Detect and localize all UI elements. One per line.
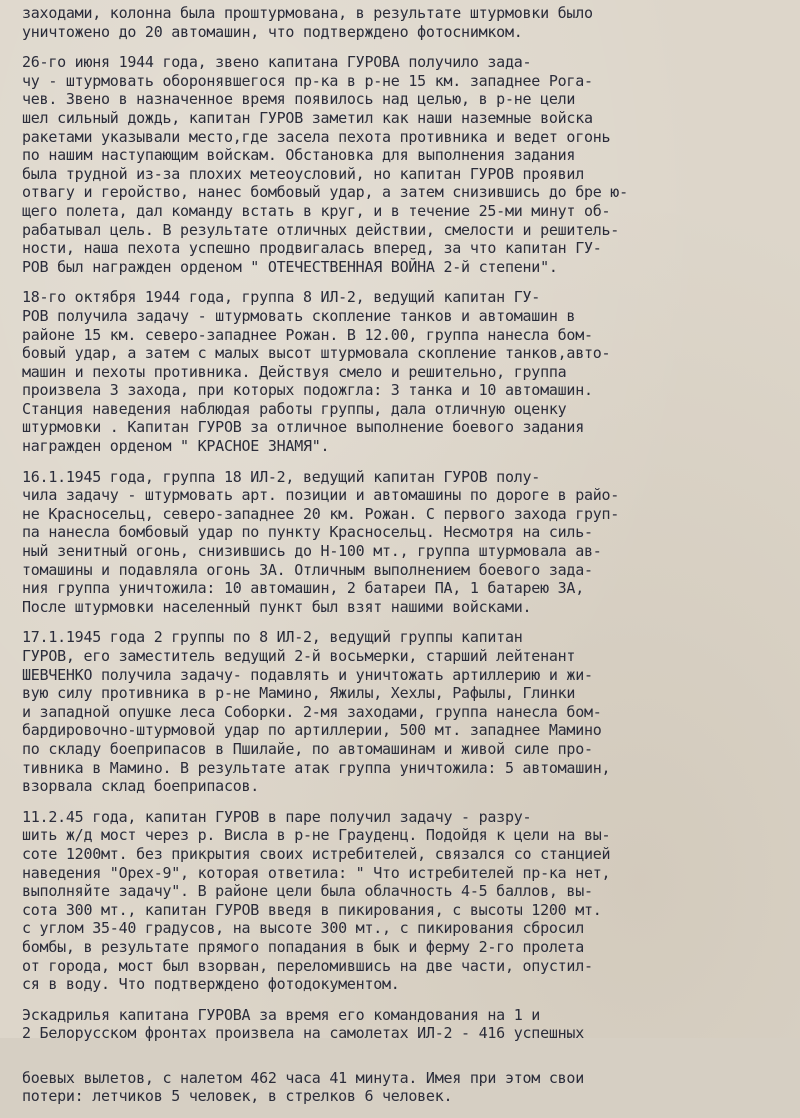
text-line: машин и пехоты противника. Действуя смело и решительно, группа [22, 362, 567, 381]
text-line: бовый удар, а затем с малых высот штурмовала скопление танков,авто- [22, 344, 611, 363]
text-line: щего полета, дал команду встать в круг, и в течение 25-ми минут об- [22, 201, 611, 220]
text-line: не Красносельц, северо-западнее 20 км. Рожан. С первого захода груп- [22, 504, 620, 523]
text-line: ГУРОВ, его заместитель ведущий 2-й восьмерки, старший лейтенант [22, 647, 576, 665]
text-line: па нанесла бомбовый удар по пункту Красносельц. Несмотря на силь- [22, 523, 593, 542]
paragraph-june-1944 [22, 53, 792, 276]
text-line: была трудной из-за плохих метеоусловий, но капитан ГУРОВ проявил [22, 164, 584, 183]
text-line: шел сильный дождь, капитан ГУРОВ заметил как наши наземные войска [22, 108, 593, 127]
text-line: вую силу противника в р-не Мамино, Яжилы, Хехлы, Рафылы, Глинки [22, 684, 576, 703]
text-line: 11.2.45 года, капитан ГУРОВ в паре получил задачу - разру- [22, 807, 532, 826]
text-line: РОВ был награжден орденом " ОТЕЧЕСТВЕННАЯ ВОЙНА 2-й степени". [22, 257, 558, 276]
text-line: по нашим наступающим войскам. Обстановка для выполнения задания [22, 146, 576, 165]
text-line: потери: летчиков 5 человек, в стрелков 6 человек. [22, 1087, 453, 1106]
text-line: 18-го октября 1944 года, группа 8 ИЛ-2, ведущий капитан ГУ- [22, 288, 541, 307]
paragraph-october-1944 [22, 288, 792, 455]
text-line: ШЕВЧЕНКО получила задачу- подавлять и уничтожать артиллерию и жи- [22, 665, 593, 684]
text-line: ракетами указывали место,где засела пехота противника и ведет огонь [22, 127, 611, 146]
text-line: чила задачу - штурмовать арт. позиции и автомашины по дороге в райо- [22, 486, 620, 505]
text-line: тивника в Мамино. В результате атак группа уничтожила: 5 автомашин, [22, 758, 611, 777]
text-line: соте 1200мт. без прикрытия своих истребителей, связался со станцией [22, 844, 611, 863]
text-line: бардировочно-штурмовой удар по артиллерии, 500 мт. западнее Мамино [22, 721, 602, 740]
text-line: выполняйте задачу". В районе цели была облачность 4-5 баллов, вы- [22, 882, 593, 901]
text-line: Станция наведения наблюдая работы группы, дала отличную оценку [22, 399, 567, 418]
text-line: сота 300 мт., капитан ГУРОВ введя в пикирования, с высоты 1200 мт. [22, 900, 602, 919]
text-line: 17.1.1945 года 2 группы по 8 ИЛ-2, ведущий группы капитан [22, 628, 523, 647]
text-line: произвела 3 захода, при которых подожгла: 3 танка и 10 автомашин. [22, 381, 593, 400]
text-line: уничтожено до 20 автомашин, что подтверждено фотоснимком. [22, 22, 523, 41]
text-line: РОВ получила задачу - штурмовать скопление танков и автомашин в [22, 306, 576, 325]
text-line: ния группа уничтожила: 10 автомашин, 2 батареи ПА, 1 батарею ЗА, [22, 579, 584, 598]
text-line: взорвала склад боеприпасов. [22, 777, 260, 796]
text-line: После штурмовки населенный пункт был взят нашими войсками. [22, 597, 532, 616]
text-line: 2 Белорусском фронтах произвела на самолетах ИЛ-2 - 416 успешных [22, 1024, 584, 1043]
text-line: боевых вылетов, с налетом 462 часа 41 минута. Имея при этом свои [22, 1068, 584, 1087]
paragraph-squadron-summary [22, 1006, 792, 1043]
paragraph-jan-17-1945 [22, 628, 792, 795]
text-line: и западной опушке леса Соборки. 2-мя заходами, группа нанесла бом- [22, 702, 602, 721]
text-line: бомбы, в результате прямого попадания в бык и ферму 2-го пролета [22, 937, 584, 956]
paragraph-intro-continuation [22, 4, 792, 41]
paragraph-feb-11-1945 [22, 808, 792, 994]
text-line: отвагу и геройство, нанес бомбовый удар, а затем снизившись до бре ю- [22, 183, 628, 202]
text-line: ся в воду. Что подтверждено фотодокументом. [22, 975, 400, 994]
document-body [22, 4, 792, 1118]
text-line: шить ж/д мост через р. Висла в р-не Грауденц. Подойдя к цели на вы- [22, 826, 611, 845]
text-line: штурмовки . Капитан ГУРОВ за отличное выполнение боевого задания [22, 418, 584, 437]
text-line: награжден орденом " КРАСНОЕ ЗНАМЯ". [22, 437, 330, 456]
text-line: 16.1.1945 года, группа 18 ИЛ-2, ведущий капитан ГУРОВ полу- [22, 467, 541, 486]
text-line: заходами, колонна была проштурмована, в результате штурмовки было [22, 4, 593, 22]
text-line: Эскадрилья капитана ГУРОВА за время его командования на 1 и [22, 1005, 541, 1024]
text-line: ности, наша пехота успешно продвигалась вперед, за что капитан ГУ- [22, 239, 602, 258]
text-line: 26-го июня 1944 года, звено капитана ГУРОВА получило зада- [22, 53, 532, 72]
paragraph-sorties-losses [22, 1069, 792, 1106]
text-line: по складу боеприпасов в Пшилайе, по автомашинам и живой силе про- [22, 739, 593, 758]
text-line: с углом 35-40 градусов, на высоте 300 мт., с пикирования сбросил [22, 919, 584, 938]
text-line: районе 15 км. северо-западнее Рожан. В 12.00, группа нанесла бом- [22, 325, 593, 344]
text-line: ный зенитный огонь, снизившись до Н-100 мт., группа штурмовала ав- [22, 542, 602, 561]
text-line: наведения "Орех-9", которая ответила: " Что истребителей пр-ка нет, [22, 863, 611, 882]
paragraph-jan-16-1945 [22, 468, 792, 617]
text-line: чев. Звено в назначенное время появилось над целью, в р-не цели [22, 90, 576, 109]
text-line: рабатывал цель. В результате отличных действии, смелости и решитель- [22, 220, 620, 239]
text-line: от города, мост был взорван, переломившись на две части, опустил- [22, 956, 593, 975]
text-line: томашины и подавляла огонь ЗА. Отличным выполнением боевого зада- [22, 560, 593, 579]
text-line: чу - штурмовать оборонявшегося пр-ка в р-не 15 км. западнее Рога- [22, 71, 593, 90]
